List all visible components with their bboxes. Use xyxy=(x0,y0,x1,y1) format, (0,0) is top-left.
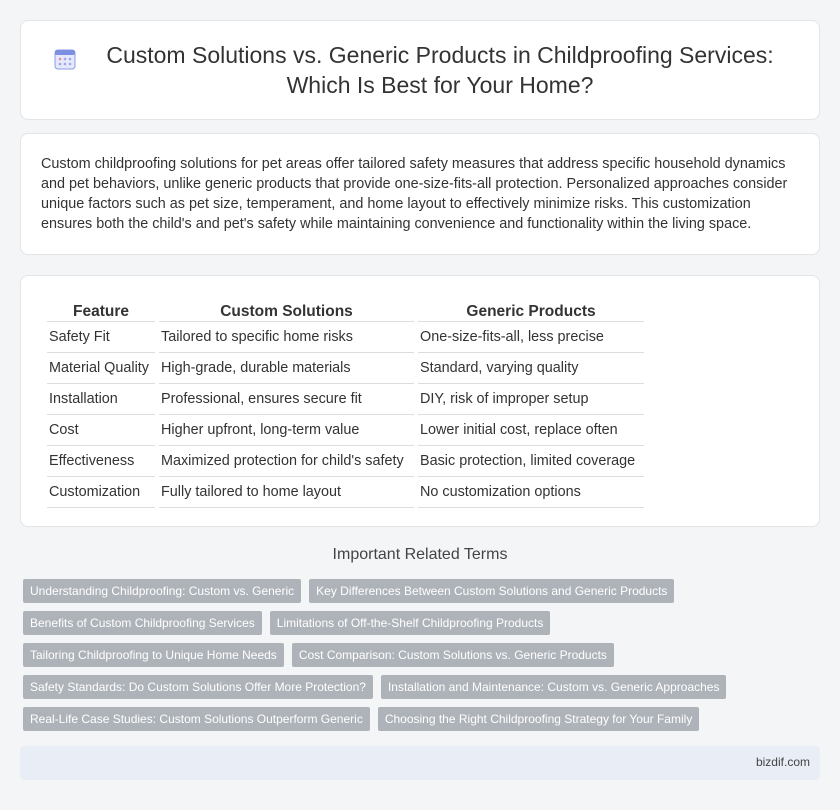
header-custom-solutions: Custom Solutions xyxy=(159,294,414,322)
related-term-tag[interactable]: Choosing the Right Childproofing Strategy for Your Family xyxy=(378,707,700,731)
table-row xyxy=(47,415,644,446)
related-term-tag[interactable]: Tailoring Childproofing to Unique Home Needs xyxy=(23,643,284,667)
comparison-table xyxy=(43,294,648,508)
term-row xyxy=(23,579,823,603)
intro-paragraph: Custom childproofing solutions for pet areas offer tailored safety measures that address specific household dynamics and pet behaviors, unlike generic products that provide one-size-fits-all protection. Personalized approaches consider unique factors such as pet size, temperament, and home layout to effectively minimize risks. This customization ensures both the child's and pet's safety while maintaining convenience and functionality within the living space. xyxy=(41,156,788,232)
table-cell: Safety Fit xyxy=(47,322,155,353)
table-cell: Effectiveness xyxy=(47,446,155,477)
table-cell: Basic protection, limited coverage xyxy=(418,446,644,477)
header-card xyxy=(20,20,820,120)
term-row xyxy=(23,675,823,699)
table-cell: Higher upfront, long-term value xyxy=(159,415,414,446)
page-title: Custom Solutions vs. Generic Products in Childproofing Services: Which Is Best for Your Home? xyxy=(106,42,774,98)
related-term-tag[interactable]: Benefits of Custom Childproofing Services xyxy=(23,611,262,635)
table-row xyxy=(47,477,644,508)
related-term-tag[interactable]: Limitations of Off-the-Shelf Childproofing Products xyxy=(270,611,551,635)
table-cell: Cost xyxy=(47,415,155,446)
term-row xyxy=(23,707,823,731)
table-row xyxy=(47,353,644,384)
table-cell: Customization xyxy=(47,477,155,508)
header-feature: Feature xyxy=(47,294,155,322)
table-cell: One-size-fits-all, less precise xyxy=(418,322,644,353)
related-term-tag[interactable]: Understanding Childproofing: Custom vs. Generic xyxy=(23,579,301,603)
table-cell: DIY, risk of improper setup xyxy=(418,384,644,415)
related-terms-title: Important Related Terms xyxy=(332,546,508,563)
table-cell: High-grade, durable materials xyxy=(159,353,414,384)
footer xyxy=(20,746,820,780)
table-cell: Tailored to specific home risks xyxy=(159,322,414,353)
table-row xyxy=(47,446,644,477)
related-term-tag[interactable]: Cost Comparison: Custom Solutions vs. Generic Products xyxy=(292,643,614,667)
intro-card xyxy=(20,133,820,255)
table-cell: Installation xyxy=(47,384,155,415)
comparison-table-card xyxy=(20,275,820,527)
table-cell: Maximized protection for child's safety xyxy=(159,446,414,477)
table-cell: Material Quality xyxy=(47,353,155,384)
table-cell: Lower initial cost, replace often xyxy=(418,415,644,446)
table-cell: Professional, ensures secure fit xyxy=(159,384,414,415)
table-row xyxy=(47,384,644,415)
table-row xyxy=(47,322,644,353)
term-row xyxy=(23,643,823,667)
table-cell: Standard, varying quality xyxy=(418,353,644,384)
table-cell: Fully tailored to home layout xyxy=(159,477,414,508)
related-term-tag[interactable]: Real-Life Case Studies: Custom Solutions Outperform Generic xyxy=(23,707,370,731)
related-terms-list xyxy=(23,579,823,739)
related-term-tag[interactable]: Key Differences Between Custom Solutions and Generic Products xyxy=(309,579,674,603)
header-generic-products: Generic Products xyxy=(418,294,644,322)
footer-site-link[interactable]: bizdif.com xyxy=(755,755,810,769)
table-header-row xyxy=(47,294,644,322)
table-cell: No customization options xyxy=(418,477,644,508)
related-term-tag[interactable]: Safety Standards: Do Custom Solutions Offer More Protection? xyxy=(23,675,373,699)
term-row xyxy=(23,611,823,635)
related-term-tag[interactable]: Installation and Maintenance: Custom vs. Generic Approaches xyxy=(381,675,727,699)
